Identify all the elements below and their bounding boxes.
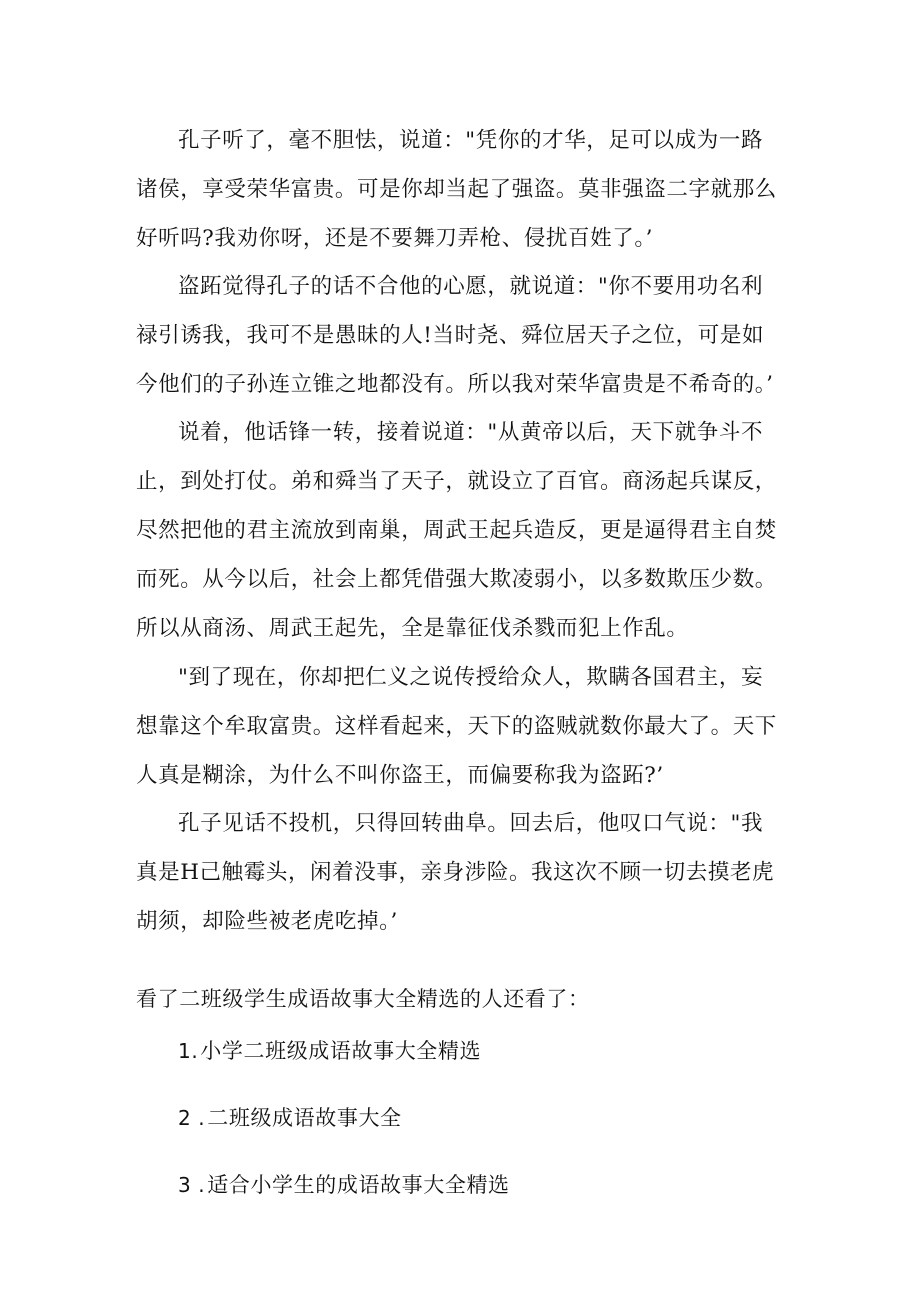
story-paragraph: 盗跖觉得孔子的话不合他的心愿，就说道："你不要用功名利禄引诱我，我可不是愚昧的人!当时尧、舜位居天子之位，可是如今他们的子孙连立锥之地都没有。所以我对荣华富贵是不希奇的。’: [136, 274, 774, 397]
story-paragraph: "到了现在，你却把仁义之说传授给众人，欺瞒各国君主，妄想靠这个牟取富贵。这样看起来，天下的盗贼就数你最大了。天下人真是糊涂，为什么不叫你盗王，而偏要称我为盗跖?’: [136, 665, 777, 788]
related-number: 2 .: [178, 1106, 206, 1130]
related-link[interactable]: [178, 1103, 510, 1133]
related-title: 适合小学生的成语故事大全精选: [207, 1173, 510, 1197]
related-title: 小学二班级成语故事大全精选: [200, 1039, 482, 1063]
story-paragraph: 孔子听了，毫不胆怯，说道："凭你的才华，足可以成为一路诸侯，享受荣华富贵。可是你却当起了强盗。莫非强盗二字就那么好听吗?我劝你呀，还是不要舞刀弄枪、侵扰百姓了。’: [136, 128, 777, 251]
related-title: 二班级成语故事大全: [207, 1106, 402, 1130]
story-paragraph: 说着，他话锋一转，接着说道："从黄帝以后，天下就争斗不止，到处打仗。弟和舜当了天子，就设立了百官。商汤起兵谋反，尽然把他的君主流放到南巢，周武王起兵造反，更是逼得君主自焚而死。从今以后，社会上都凭借强大欺凌弱小，以多数欺压少数。所以从商汤、周武王起先，全是靠征伐杀戮而犯上作乱。: [136, 420, 777, 641]
related-link[interactable]: [178, 1170, 510, 1200]
story-paragraph: 孔子见话不投机，只得回转曲阜。回去后，他叹口气说："我真是H己触霉头，闲着没事，亲身涉险。我这次不顾一切去摸老虎胡须，却险些被老虎吃掉。’: [136, 811, 775, 934]
related-heading: 看了二班级学生成语故事大全精选的人还看了：: [136, 987, 590, 1011]
related-number: 3 .: [178, 1173, 206, 1197]
related-list: [178, 1036, 510, 1237]
related-number: 1.: [178, 1039, 199, 1063]
related-link[interactable]: [178, 1036, 510, 1066]
